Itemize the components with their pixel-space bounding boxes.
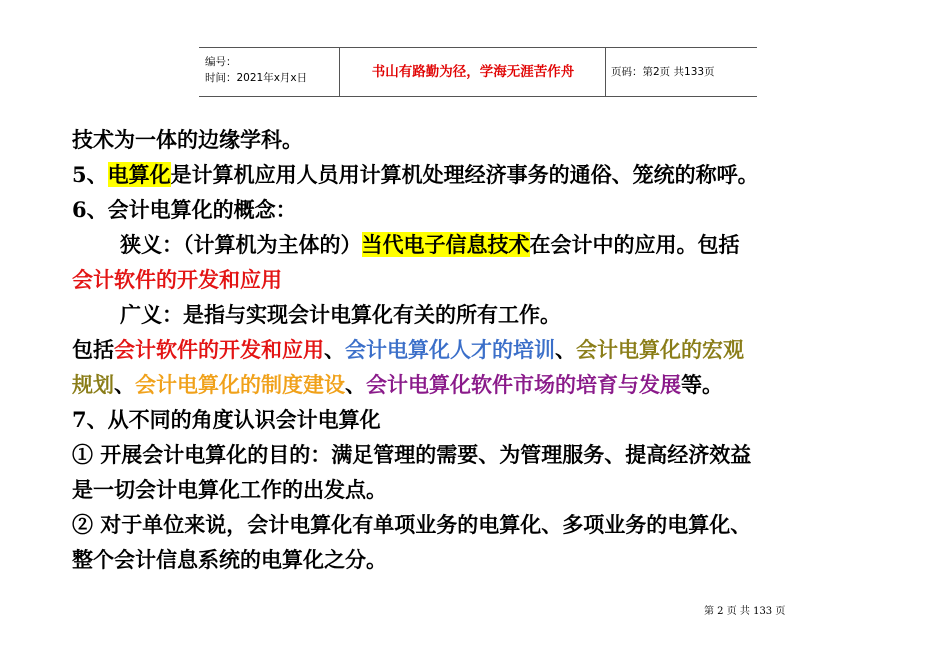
header-meta <box>205 54 307 86</box>
colored-term: 会计电算化的宏观 <box>576 337 744 362</box>
item-number: 5、 <box>72 162 108 187</box>
header-number-label: 编号： <box>205 56 237 68</box>
text-line: 会计软件的开发和应用 <box>72 267 282 292</box>
text-line <box>72 332 902 367</box>
section-heading: 7、从不同的角度认识会计电算化 <box>72 407 381 432</box>
text-line: ① 开展会计电算化的目的：满足管理的需要、为管理服务、提高经济效益 <box>72 442 752 467</box>
text-span: 等。 <box>681 372 723 397</box>
header-page-number: 页码：第2页 共133页 <box>611 66 715 78</box>
header-divider <box>605 48 606 96</box>
text-line: 技术为一体的边缘学科。 <box>72 127 303 152</box>
text-line: 广义：是指与实现会计电算化有关的所有工作。 <box>120 302 561 327</box>
colored-term: 规划 <box>72 372 114 397</box>
text-span: 包括 <box>72 337 114 362</box>
header-date: 时间：2021年x月x日 <box>205 72 308 84</box>
separator: 、 <box>114 372 135 397</box>
text-span: 在会计中的应用。包括 <box>529 232 740 257</box>
section-heading: 6、会计电算化的概念： <box>72 197 297 222</box>
text-span: 是计算机应用人员用计算机处理经济事务的通俗、笼统的称呼。 <box>170 162 759 187</box>
colored-term: 会计软件的开发和应用 <box>114 337 324 362</box>
text-line: ② 对于单位来说，会计电算化有单项业务的电算化、多项业务的电算化、 <box>72 512 752 537</box>
text-line: 整个会计信息系统的电算化之分。 <box>72 547 387 572</box>
colored-term: 会计电算化软件市场的培育与发展 <box>366 372 681 397</box>
page-footer: 第 2 页 共 133 页 <box>704 606 786 617</box>
text-span: 狭义：（计算机为主体的） <box>120 232 362 257</box>
separator: 、 <box>555 337 576 362</box>
header-divider <box>339 48 340 96</box>
text-line <box>72 227 902 262</box>
colored-term: 会计电算化的制度建设 <box>135 372 345 397</box>
highlighted-term: 电算化 <box>107 162 171 187</box>
text-line <box>72 367 902 402</box>
document-header <box>199 47 757 97</box>
separator: 、 <box>345 372 366 397</box>
highlighted-term: 当代电子信息技术 <box>361 232 530 257</box>
document-body <box>72 122 902 577</box>
text-line <box>72 157 902 192</box>
text-line: 是一切会计电算化工作的出发点。 <box>72 477 387 502</box>
header-motto: 书山有路勤为径，学海无涯苦作舟 <box>371 64 575 80</box>
separator: 、 <box>324 337 345 362</box>
colored-term: 会计电算化人才的培训 <box>345 337 555 362</box>
